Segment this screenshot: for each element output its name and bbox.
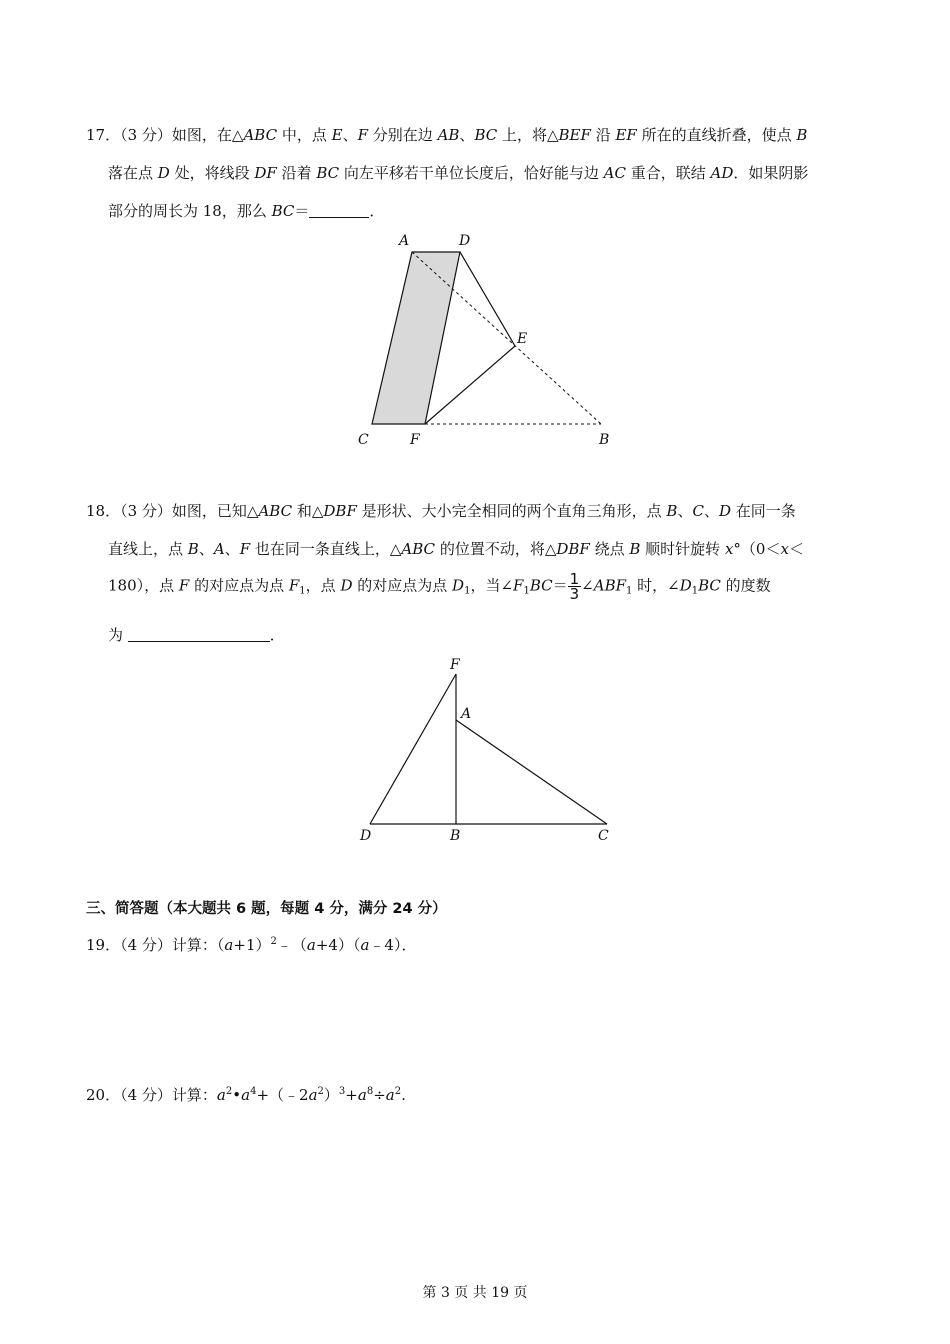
q18-text: 是形状、大小完全相同的两个直角三角形，点: [356, 502, 667, 520]
q18-var: D: [679, 576, 692, 595]
q18-text: ∠: [581, 576, 594, 595]
q18-var: B: [666, 502, 678, 520]
q17-shaded-region: [372, 252, 460, 424]
q18-var: D: [340, 576, 353, 595]
q18-text: 、: [677, 502, 693, 520]
q18-text: ，当∠: [470, 576, 514, 595]
q19-var: a: [360, 936, 370, 954]
q18-var: x: [780, 540, 789, 558]
q17-var: ABC: [243, 126, 278, 144]
q18-var: F: [178, 576, 190, 595]
q18-var: BC: [698, 576, 721, 595]
q20-text: 计算：: [171, 1086, 217, 1104]
q17-text: ．: [369, 202, 385, 220]
q18-text: 直线上，点: [108, 540, 188, 558]
q20-var: a: [308, 1086, 318, 1104]
q20-var: a: [357, 1086, 367, 1104]
q20-number: 20．: [86, 1086, 121, 1104]
q17-var: BC: [316, 164, 340, 182]
q18-figure: [350, 652, 620, 850]
q17-label-B: B: [599, 432, 610, 448]
q18-fraction: [568, 572, 582, 601]
q17-text: 如图，在△: [171, 126, 244, 144]
q18-segment-AC: [456, 720, 607, 824]
q17-answer-blank[interactable]: [309, 203, 369, 218]
q18-line-2: [108, 538, 804, 559]
q19-text: 计算：（: [171, 936, 225, 954]
q19-text: ﹣（: [276, 936, 307, 954]
q17-text: 处，将线段: [169, 164, 255, 182]
q17-text: 、: [459, 126, 475, 144]
q17-text: 向左平移若干单位长度后，恰好能与边: [339, 164, 604, 182]
q18-text: 的位置不动，将△: [435, 540, 557, 558]
q18-var: B: [629, 540, 641, 558]
q17-text: 落在点: [108, 164, 158, 182]
q17-number: 17．: [86, 126, 121, 144]
q18-var: B: [187, 540, 199, 558]
q18-var: D: [718, 502, 731, 520]
q18-fraction-denominator: 3: [569, 585, 580, 603]
page-footer: 第 3 页 共 19 页: [422, 1285, 528, 1301]
q18-line-4: [108, 624, 285, 645]
q18-var: ABF: [593, 576, 626, 595]
q18-text: 、: [703, 502, 719, 520]
q18-score: （3 分）: [120, 502, 172, 520]
q18-subscript: 1: [464, 585, 471, 597]
q19-text: ﹣4）．: [369, 936, 417, 954]
q18-label-D: D: [360, 828, 372, 844]
q20-exponent: 4: [250, 1086, 257, 1097]
q20-text: +（﹣2: [256, 1086, 309, 1104]
q20-var: a: [241, 1086, 251, 1104]
q18-label-B: B: [450, 828, 461, 844]
q18-subscript: 1: [523, 585, 530, 597]
q17-text: 沿着: [276, 164, 317, 182]
q17-text: 上，将△: [497, 126, 559, 144]
q18-text: 时，∠: [632, 576, 680, 595]
q20-text: .: [401, 1086, 406, 1104]
q17-text: ＝: [294, 202, 310, 220]
q19-var: a: [306, 936, 316, 954]
q18-var: F: [513, 576, 524, 595]
q17-var: EF: [615, 126, 637, 144]
section-3-heading: 三、简答题（本大题共 6 题，每题 4 分，满分 24 分）: [86, 901, 447, 917]
q18-subscript: 1: [691, 585, 699, 597]
q17-label-D: D: [459, 233, 471, 249]
q17-text: 中，点: [277, 126, 332, 144]
q20-exponent: 3: [338, 1086, 346, 1097]
q17-var: BC: [271, 202, 295, 220]
q18-text: 180），点: [108, 576, 179, 595]
q18-text: 的对应点为点: [352, 576, 453, 595]
q19-var: a: [224, 936, 234, 954]
q17-line-2: [108, 162, 808, 183]
q17-var: AB: [437, 126, 460, 144]
q18-var: x: [724, 540, 734, 558]
q18-text: 、: [224, 540, 240, 558]
q18-answer-blank[interactable]: [128, 627, 270, 642]
q18-label-A: A: [461, 706, 472, 722]
q18-var: BC: [529, 576, 553, 595]
q19-text: +1）: [233, 936, 271, 954]
q20-var: a: [216, 1086, 226, 1104]
q18-var: DBF: [323, 502, 357, 520]
q17-text: 部分的周长为 18，那么: [108, 202, 272, 220]
q20-text: •: [232, 1086, 242, 1104]
q18-label-F: F: [450, 657, 460, 673]
q20-exponent: 2: [317, 1086, 324, 1097]
q18-var: DBF: [556, 540, 590, 558]
q17-line-3: [108, 200, 384, 221]
q20-text: +: [345, 1086, 358, 1104]
q17-var: DF: [254, 164, 277, 182]
q17-label-C: C: [358, 432, 369, 448]
q18-var: F: [239, 540, 251, 558]
q19-line: [86, 934, 416, 955]
q17-text: ．如果阴影: [733, 164, 809, 182]
q18-var: D: [452, 576, 465, 595]
q19-exponent: 2: [270, 936, 277, 947]
q17-var: F: [357, 126, 369, 144]
q18-text: 为: [108, 626, 128, 644]
q18-text: ．: [269, 626, 285, 644]
q17-var: B: [796, 126, 808, 144]
q18-text: 和△: [292, 502, 324, 520]
q18-subscript: 1: [299, 585, 306, 597]
q20-line: [86, 1084, 406, 1105]
q18-text: ，点: [305, 576, 341, 595]
q18-var: A: [213, 540, 225, 558]
q17-var: BEF: [558, 126, 591, 144]
q17-score: （3 分）: [120, 126, 172, 144]
q18-segment-DF: [370, 674, 456, 824]
q17-segment-DE: [460, 252, 515, 346]
q18-text: ＜: [788, 540, 804, 558]
q18-line-3: [108, 572, 771, 601]
q19-score: （4 分）: [120, 936, 172, 954]
q17-text: 重合，联结: [625, 164, 711, 182]
q18-text: 的度数: [720, 576, 771, 595]
q18-text: ＝: [552, 576, 568, 595]
q17-label-A: A: [399, 233, 410, 249]
q18-text: 也在同一条直线上，△: [250, 540, 402, 558]
q20-score: （4 分）: [120, 1086, 172, 1104]
q18-number: 18．: [86, 502, 121, 520]
q18-text: 顺时针旋转: [640, 540, 725, 558]
q18-text: 如图，已知△: [171, 502, 259, 520]
q20-exponent: 8: [366, 1086, 374, 1097]
q18-text: 在同一条: [730, 502, 796, 520]
q17-text: 沿: [590, 126, 616, 144]
q18-subscript: 1: [626, 585, 633, 597]
q19-number: 19．: [86, 936, 121, 954]
q17-label-E: E: [517, 331, 528, 347]
q17-var: AC: [603, 164, 626, 182]
q18-var: F: [288, 576, 300, 595]
q17-var: D: [157, 164, 170, 182]
q17-var: AD: [710, 164, 734, 182]
q17-var: E: [331, 126, 343, 144]
q18-fraction-numerator: 1: [569, 570, 580, 588]
q18-line-1: [86, 500, 796, 521]
q20-text: ）: [323, 1086, 339, 1104]
q17-text: 分别在边: [368, 126, 438, 144]
q19-text: +4）（: [315, 936, 361, 954]
q17-text: 、: [342, 126, 358, 144]
q17-label-F: F: [410, 432, 420, 448]
q20-exponent: 2: [225, 1086, 233, 1097]
q18-label-C: C: [598, 828, 609, 844]
q18-text: 绕点: [589, 540, 630, 558]
q18-text: 、: [198, 540, 214, 558]
q17-text: 所在的直线折叠，使点: [636, 126, 797, 144]
q18-var: C: [692, 502, 704, 520]
q17-line-1: [86, 124, 807, 145]
q18-var: ABC: [258, 502, 293, 520]
q17-var: BC: [474, 126, 498, 144]
q20-text: ÷: [373, 1086, 386, 1104]
q18-text: °（0＜: [733, 540, 781, 558]
q17-figure: [355, 228, 625, 453]
q18-var: ABC: [401, 540, 436, 558]
q20-var: a: [385, 1086, 395, 1104]
q20-exponent: 2: [394, 1086, 402, 1097]
q18-text: 的对应点为点: [189, 576, 289, 595]
